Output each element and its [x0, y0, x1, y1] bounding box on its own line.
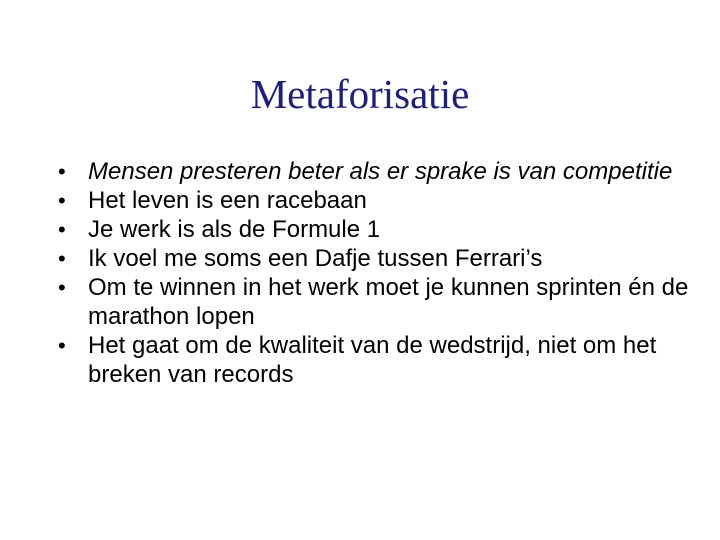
bullet-item	[52, 331, 692, 389]
bullet-item	[52, 244, 692, 273]
bullet-text: Ik voel me soms een Dafje tussen Ferrari’s	[88, 245, 543, 272]
bullet-dot-icon: •	[58, 246, 66, 271]
bullet-text: Het gaat om de kwaliteit van de wedstrijd, niet om het breken van records	[88, 332, 657, 388]
bullet-text: Om te winnen in het werk moet je kunnen sprinten én de marathon lopen	[88, 274, 689, 330]
slide-title: Metaforisatie	[250, 71, 470, 117]
bullet-dot-icon: •	[58, 333, 66, 358]
bullet-text: Je werk is als de Formule 1	[88, 216, 381, 243]
bullet-dot-icon: •	[58, 188, 66, 213]
bullet-dot-icon: •	[58, 275, 66, 300]
bullet-item	[52, 273, 692, 331]
bullet-dot-icon: •	[58, 217, 66, 242]
bullet-item	[52, 157, 692, 186]
bullet-item	[52, 186, 692, 215]
bullet-text: Het leven is een racebaan	[88, 187, 367, 214]
bullet-item	[52, 215, 692, 244]
bullet-dot-icon: •	[58, 159, 66, 184]
bullet-list	[52, 157, 692, 389]
bullet-text: Mensen presteren beter als er sprake is van competitie	[88, 158, 673, 185]
